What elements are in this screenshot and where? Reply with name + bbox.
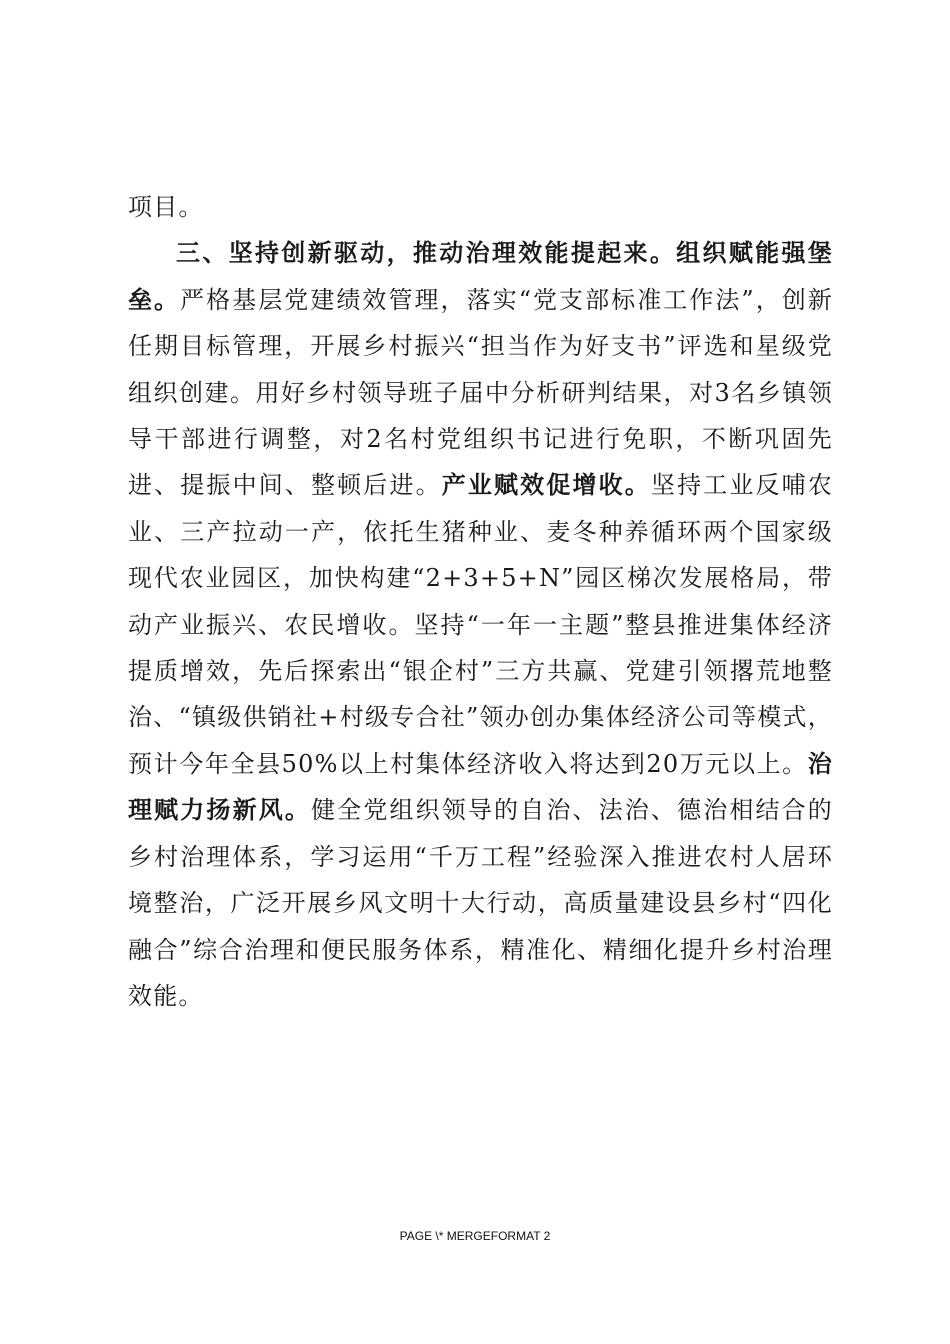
subsection-title-organization: 组织赋能强堡垒。 xyxy=(128,238,833,314)
subsection-text-industry: 坚持工业反哺农业、三产拉动一产，依托生猪种业、麦冬种养循环两个国家级现代农业园区，加快构建“2+3+5+N”园区梯次发展格局，带动产业振兴、农民增收。坚持“一年一主题”整县推进集体经济提质增效，先后探索出“银企村”三方共赢、党建引领撂荒地整治、“镇级供销社+村级专合社”领办创办集体经济公司等模式，预计今年全县50%以上村集体经济收入将达到20万元以上。 xyxy=(128,471,833,778)
paragraph-continuation: 项目。 xyxy=(128,193,204,221)
subsection-text-organization: 严格基层党建绩效管理，落实“党支部标准工作法”，创新任期目标管理，开展乡村振兴“担当作为好支书”评选和星级党组织创建。用好乡村领导班子届中分析研判结果，对3名乡镇领导干部进行调整，对2名村党组织书记进行免职，不断巩固先进、提振中间、整顿后进。 xyxy=(128,285,833,500)
subsection-text-governance: 健全党组织领导的自治、法治、德治相结合的乡村治理体系，学习运用“千万工程”经验深入推进农村人居环境整治，广泛开展乡风文明十大行动，高质量建设县乡村“四化融合”综合治理和便民服务体系，精准化、精细化提升乡村治理效能。 xyxy=(128,796,834,1010)
section-heading: 三、坚持创新驱动，推动治理效能提起来。 xyxy=(176,238,677,268)
page-footer: PAGE \* MERGEFORMAT 2 xyxy=(399,1229,551,1243)
paragraph-section-three xyxy=(128,230,833,1019)
subsection-title-governance: 治理赋力扬新风。 xyxy=(128,748,833,825)
document-body xyxy=(128,184,833,1019)
subsection-title-industry: 产业赋效促增收。 xyxy=(441,470,651,500)
